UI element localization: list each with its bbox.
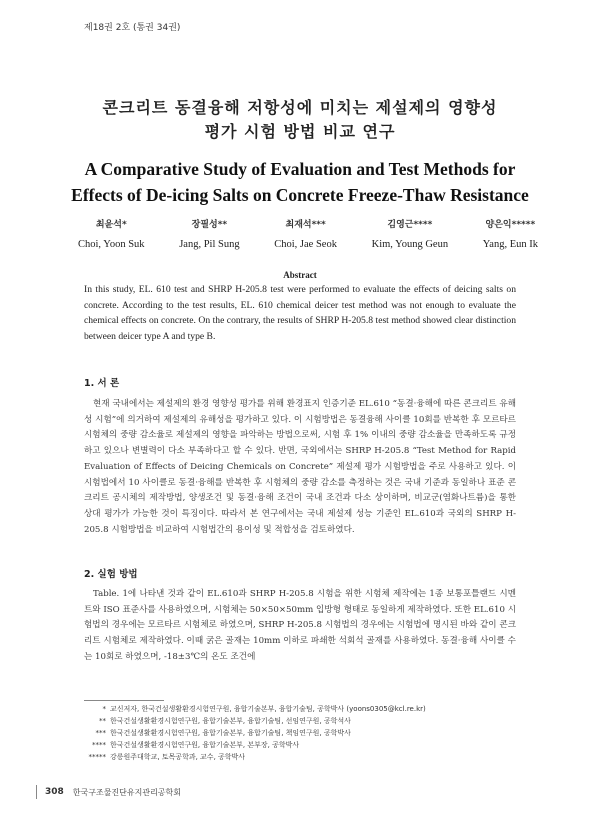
footnote: [84, 751, 524, 763]
footnote: [84, 715, 524, 727]
author-name-ko: 장필성**: [191, 220, 228, 230]
korean-title: [0, 96, 600, 144]
author-name-en: Jang, Pil Sung: [179, 239, 240, 250]
author-list: [78, 217, 538, 250]
footnote-mark: ****: [92, 741, 106, 749]
abstract-heading: Abstract: [283, 270, 317, 280]
author: [78, 217, 145, 250]
footnote-mark: *: [102, 705, 106, 713]
footnote-text: 한국건설생활환경시험연구원, 융합기술본부, 본부장, 공학박사: [110, 741, 300, 749]
footnote-text: 한국건설생활환경시험연구원, 융합기술본부, 융합기술팀, 책임연구원, 공학박사: [110, 729, 351, 737]
section-1-heading: 1. 서 론: [84, 378, 120, 389]
author-name-ko: 양은익*****: [485, 220, 536, 230]
author: [372, 217, 448, 250]
author-name-en: Yang, Eun Ik: [482, 239, 538, 250]
author-name-en: Choi, Jae Seok: [274, 239, 337, 250]
footer-divider: [36, 785, 37, 799]
author-name-ko: 최윤석*: [95, 220, 127, 230]
footnote-text: 강릉원주대학교, 토목공학과, 교수, 공학박사: [110, 753, 246, 761]
page-number: 308: [45, 787, 64, 797]
footnote-mark: ***: [95, 729, 106, 737]
section-2-heading: 2. 실험 방법: [84, 569, 138, 580]
footnote: [84, 703, 524, 715]
english-title-line-1: A Comparative Study of Evaluation and Test Methods for: [84, 159, 516, 179]
footnote-mark: **: [99, 717, 106, 725]
author: [179, 217, 239, 250]
society-name: 한국구조물진단유지관리공학회: [72, 787, 181, 797]
korean-title-line-2: 평가 시험 방법 비교 연구: [204, 122, 396, 141]
footnote-text: 교신저자, 한국건설생활환경시험연구원, 융합기술본부, 융합기술팀, 공학박사 (yoons0305@kcl.re.kr): [110, 705, 426, 713]
page-footer: [36, 785, 181, 799]
english-title: [0, 156, 600, 208]
journal-header: 제18권 2호 (통권 34권): [84, 23, 181, 33]
footnote: [84, 727, 524, 739]
author-name-ko: 김영근****: [387, 220, 433, 230]
author-name-ko: 최재석***: [285, 220, 326, 230]
korean-title-line-1: 콘크리트 동결융해 저항성에 미치는 제설제의 영향성: [102, 98, 498, 117]
section-1-paragraph: 현재 국내에서는 제설제의 환경 영향성 평가를 위해 환경표지 인증기준 EL.610 “동결·융해에 따른 콘크리트 유해성 시험”에 의거하여 제설제의 유해성을 평가하고 있다. 이 시험방법은 동결융해 사이클 10회를 반복한 후 모르타르 시험체의 중량 감소율로 제설제의 영향을 파악하는 방법으로써, 시험 후 1% 이내의 중량 감소율을 만족하도록 규정하고 있으나 변별력이 다소 부족하다고 할 수 있다. 반면, 국외에서는 SHRP H-205.8 “Test Method for Rapid Evaluation of Effects of Deicing Chemicals on Concrete” 제설제 평가 시험방법을 주로 사용하고 있다. 이 시험법에서 10 사이클로 동결·융해를 반복한 후 시험체의 중량 감소를 측정하는 것은 국내 기준과 동일하나 표준 콘크리트 공시체의 제작방법, 양생조건 및 동결·융해 조건이 국내 조건과 다소 상이하며, 비교군(염화나트륨)을 통한 상대 평가가 가능한 것이 특징이다. 따라서 본 연구에서는 국내 제설제 성능 기준인 EL.610과 국외의 SHRP H-205.8 시험방법을 비교하여 시험법간의 용이성 및 적합성을 검토하였다.: [84, 399, 516, 535]
abstract-text: In this study, EL. 610 test and SHRP H-205.8 test were performed to evaluate the effects of deicing salts on concrete. According to the test results, EL. 610 chemical deicer test method was not enough to evaluate the chemical effects on concrete. On the contrary, the results of SHRP H-205.8 test method showed clear distinction between deicer type A and type B.: [84, 284, 516, 342]
english-title-line-2: Effects of De-icing Salts on Concrete Freeze-Thaw Resistance: [71, 185, 529, 205]
author: [483, 217, 538, 250]
footnote-divider: [84, 700, 164, 701]
section-2-paragraph: Table. 1에 나타낸 것과 같이 EL.610과 SHRP H-205.8 시험을 위한 시험체 제작에는 1종 보통포틀랜드 시멘트와 ISO 표준사를 사용하였으며, 시험체는 50×50×50mm 입방형 형태로 동일하게 제작하였다. 또한 EL.610 시험법의 경우에는 모르타르 시험체로 하였으며, SHRP H-205.8 시험법의 경우에는 시험법에 명시된 바와 같이 콘크리트 시험체로 제작하였다. 이때 굵은 골재는 10mm 이하로 파쇄한 석회석 골재를 사용하였다. 동결·융해 사이클 수는 10회로 하였으며, -18±3℃의 온도 조건에: [84, 589, 516, 662]
author: [274, 217, 337, 250]
footnote-text: 한국건설생활환경시험연구원, 융합기술본부, 융합기술팀, 선임연구원, 공학석사: [110, 717, 351, 725]
author-name-en: Choi, Yoon Suk: [78, 239, 145, 250]
footnote: [84, 739, 524, 751]
author-name-en: Kim, Young Geun: [371, 239, 449, 250]
footnotes: [84, 703, 524, 763]
footnote-mark: *****: [88, 753, 106, 761]
